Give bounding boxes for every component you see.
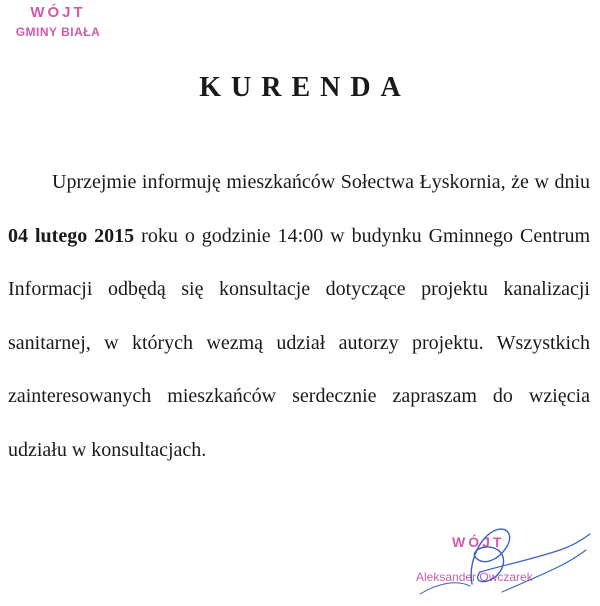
body-text-part-2: roku o godzinie 14:00 w budynku Gminnego Centrum Informacji odbędą się konsultacje dotyczące projektu kanalizacji sanitarnej, w których wezmą udział autorzy projektu. Wszystkich zainteresowanych mieszkańców serdecznie zapraszam do wzięcia udziału w konsultacjach. xyxy=(8,224,591,461)
signature-block xyxy=(410,522,595,606)
signature-stamp-title: WÓJT xyxy=(452,534,505,550)
handwritten-signature-icon xyxy=(410,522,595,606)
gmina-stamp xyxy=(6,4,110,40)
body-paragraph xyxy=(8,156,590,477)
body-text-part-1: Uprzejmie informuję mieszkańców Sołectwa Łyskornia, że w dniu xyxy=(52,171,590,193)
document-body xyxy=(8,156,590,477)
signature-stamp-name: Aleksander Owczarek xyxy=(416,570,533,584)
meeting-date: 04 lutego 2015 xyxy=(8,224,135,247)
stamp-line-1: WÓJT xyxy=(30,4,86,21)
document-title: KURENDA xyxy=(199,72,411,103)
stamp-line-2: GMINY BIAŁA xyxy=(15,24,101,39)
